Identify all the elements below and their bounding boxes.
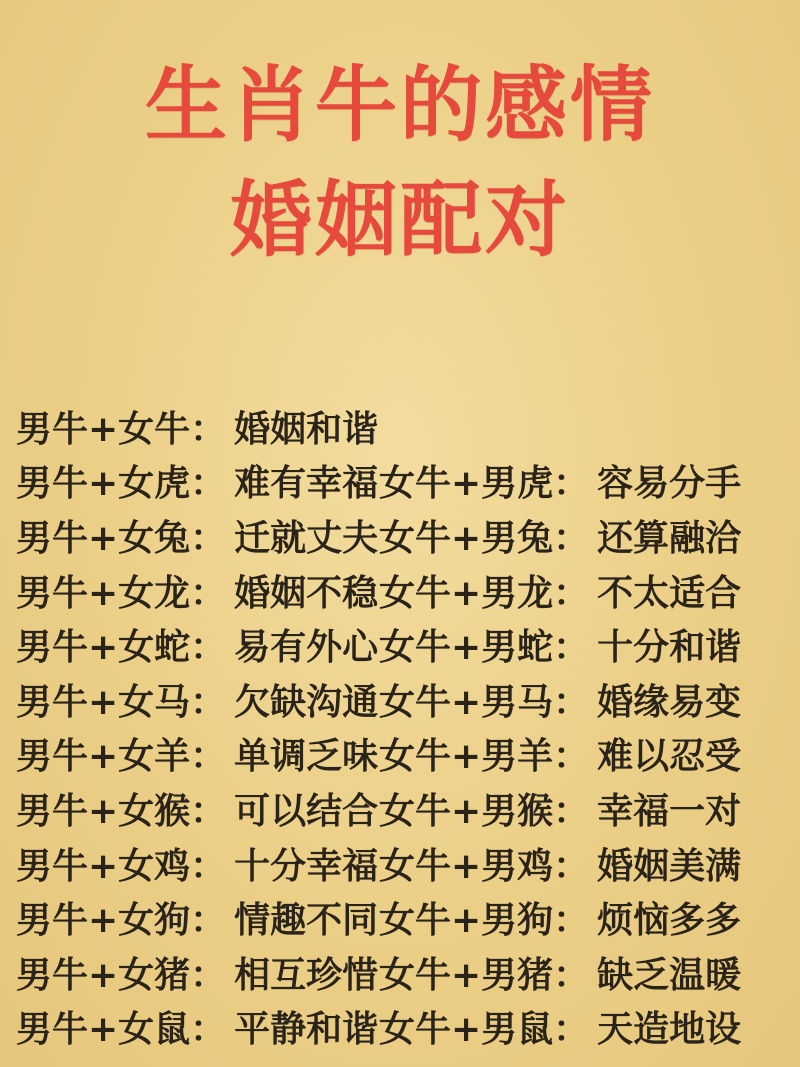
male-ox-pair-label: 男牛+女猴： xyxy=(16,790,227,832)
male-ox-pair-label: 男牛+女龙： xyxy=(16,572,227,614)
male-ox-pair-label: 男牛+女狗： xyxy=(16,900,227,942)
female-ox-pair-result: 难以忍受 xyxy=(597,736,742,778)
male-ox-pairing xyxy=(16,783,379,834)
male-ox-pair-label: 男牛+女马： xyxy=(16,681,227,723)
female-ox-pair-label: 女牛+男鼠： xyxy=(379,1009,590,1051)
female-ox-pair-label: 女牛+男虎： xyxy=(379,463,590,505)
male-ox-pair-label: 男牛+女鼠： xyxy=(16,1009,227,1051)
female-ox-pair-result: 不太适合 xyxy=(597,572,742,614)
male-ox-pair-result: 难有幸福 xyxy=(234,463,379,505)
male-ox-pairing xyxy=(16,565,379,616)
male-ox-pair-result: 相互珍惜 xyxy=(234,954,379,996)
male-ox-pairing xyxy=(16,619,379,670)
female-ox-pair-label: 女牛+男马： xyxy=(379,681,590,723)
page-title-line2: 婚姻配对 xyxy=(229,173,570,268)
male-ox-pair-result: 情趣不同 xyxy=(234,900,379,942)
female-ox-pair-result: 还算融洽 xyxy=(597,517,742,559)
pairing-list xyxy=(16,399,794,1054)
pairing-row xyxy=(16,727,794,782)
male-ox-pairing xyxy=(16,947,379,998)
male-ox-pair-label: 男牛+女兔： xyxy=(16,517,227,559)
male-ox-pairing xyxy=(16,674,379,725)
female-ox-pair-result: 幸福一对 xyxy=(597,790,742,832)
male-ox-pair-result: 单调乏味 xyxy=(234,736,379,778)
female-ox-pair-result: 容易分手 xyxy=(597,463,742,505)
female-ox-pairing xyxy=(379,510,794,561)
female-ox-pair-label: 女牛+男猪： xyxy=(379,954,590,996)
female-ox-pair-result: 缺乏温暖 xyxy=(597,954,742,996)
male-ox-pair-label: 男牛+女牛： xyxy=(16,408,227,450)
male-ox-pair-label: 男牛+女虎： xyxy=(16,463,227,505)
pairing-row xyxy=(16,945,794,1000)
pairing-row xyxy=(16,563,794,618)
male-ox-pairing xyxy=(16,1001,379,1052)
pairing-row xyxy=(16,781,794,836)
male-ox-pair-label: 男牛+女猪： xyxy=(16,954,227,996)
male-ox-pair-label: 男牛+女蛇： xyxy=(16,627,227,669)
male-ox-pair-result: 迁就丈夫 xyxy=(234,517,379,559)
male-ox-pairing xyxy=(16,455,379,506)
pairing-row xyxy=(16,836,794,891)
male-ox-pair-result: 欠缺沟通 xyxy=(234,681,379,723)
pairing-row xyxy=(16,672,794,727)
male-ox-pair-label: 男牛+女羊： xyxy=(16,736,227,778)
pairing-row xyxy=(16,617,794,672)
male-ox-pair-result: 十分幸福 xyxy=(234,845,379,887)
female-ox-pairing xyxy=(379,619,794,670)
female-ox-pairing xyxy=(379,838,794,889)
female-ox-pairing xyxy=(379,728,794,779)
male-ox-pairing xyxy=(16,401,379,452)
male-ox-pairing xyxy=(16,728,379,779)
male-ox-pair-result: 婚姻不稳 xyxy=(234,572,379,614)
male-ox-pair-result: 平静和谐 xyxy=(234,1009,379,1051)
male-ox-pairing xyxy=(16,892,379,943)
male-ox-pairing xyxy=(16,838,379,889)
pairing-row xyxy=(16,399,794,454)
female-ox-pair-label: 女牛+男鸡： xyxy=(379,845,590,887)
female-ox-pair-label: 女牛+男兔： xyxy=(379,517,590,559)
female-ox-pair-result: 婚姻美满 xyxy=(597,845,742,887)
page-title xyxy=(0,48,800,278)
pairing-row xyxy=(16,1000,794,1055)
female-ox-pair-result: 婚缘易变 xyxy=(597,681,742,723)
female-ox-pairing xyxy=(379,1001,794,1052)
female-ox-pair-result: 烦恼多多 xyxy=(597,900,742,942)
female-ox-pairing xyxy=(379,947,794,998)
female-ox-pair-label: 女牛+男龙： xyxy=(379,572,590,614)
pairing-row xyxy=(16,890,794,945)
female-ox-pair-label: 女牛+男羊： xyxy=(379,736,590,778)
female-ox-pairing xyxy=(379,783,794,834)
page-title-line1: 生肖牛的感情 xyxy=(144,58,655,153)
male-ox-pair-result: 易有外心 xyxy=(234,627,379,669)
female-ox-pair-label: 女牛+男猴： xyxy=(379,790,590,832)
female-ox-pairing xyxy=(379,674,794,725)
female-ox-pair-label: 女牛+男狗： xyxy=(379,900,590,942)
female-ox-pair-result: 天造地设 xyxy=(597,1009,742,1051)
pairing-row xyxy=(16,508,794,563)
female-ox-pairing xyxy=(379,565,794,616)
female-ox-pair-label: 女牛+男蛇： xyxy=(379,627,590,669)
male-ox-pairing xyxy=(16,510,379,561)
female-ox-pairing xyxy=(379,892,794,943)
male-ox-pair-label: 男牛+女鸡： xyxy=(16,845,227,887)
female-ox-pair-result: 十分和谐 xyxy=(597,627,742,669)
pairing-row xyxy=(16,454,794,509)
male-ox-pair-result: 可以结合 xyxy=(234,790,379,832)
female-ox-pairing xyxy=(379,455,794,506)
male-ox-pair-result: 婚姻和谐 xyxy=(234,408,379,450)
